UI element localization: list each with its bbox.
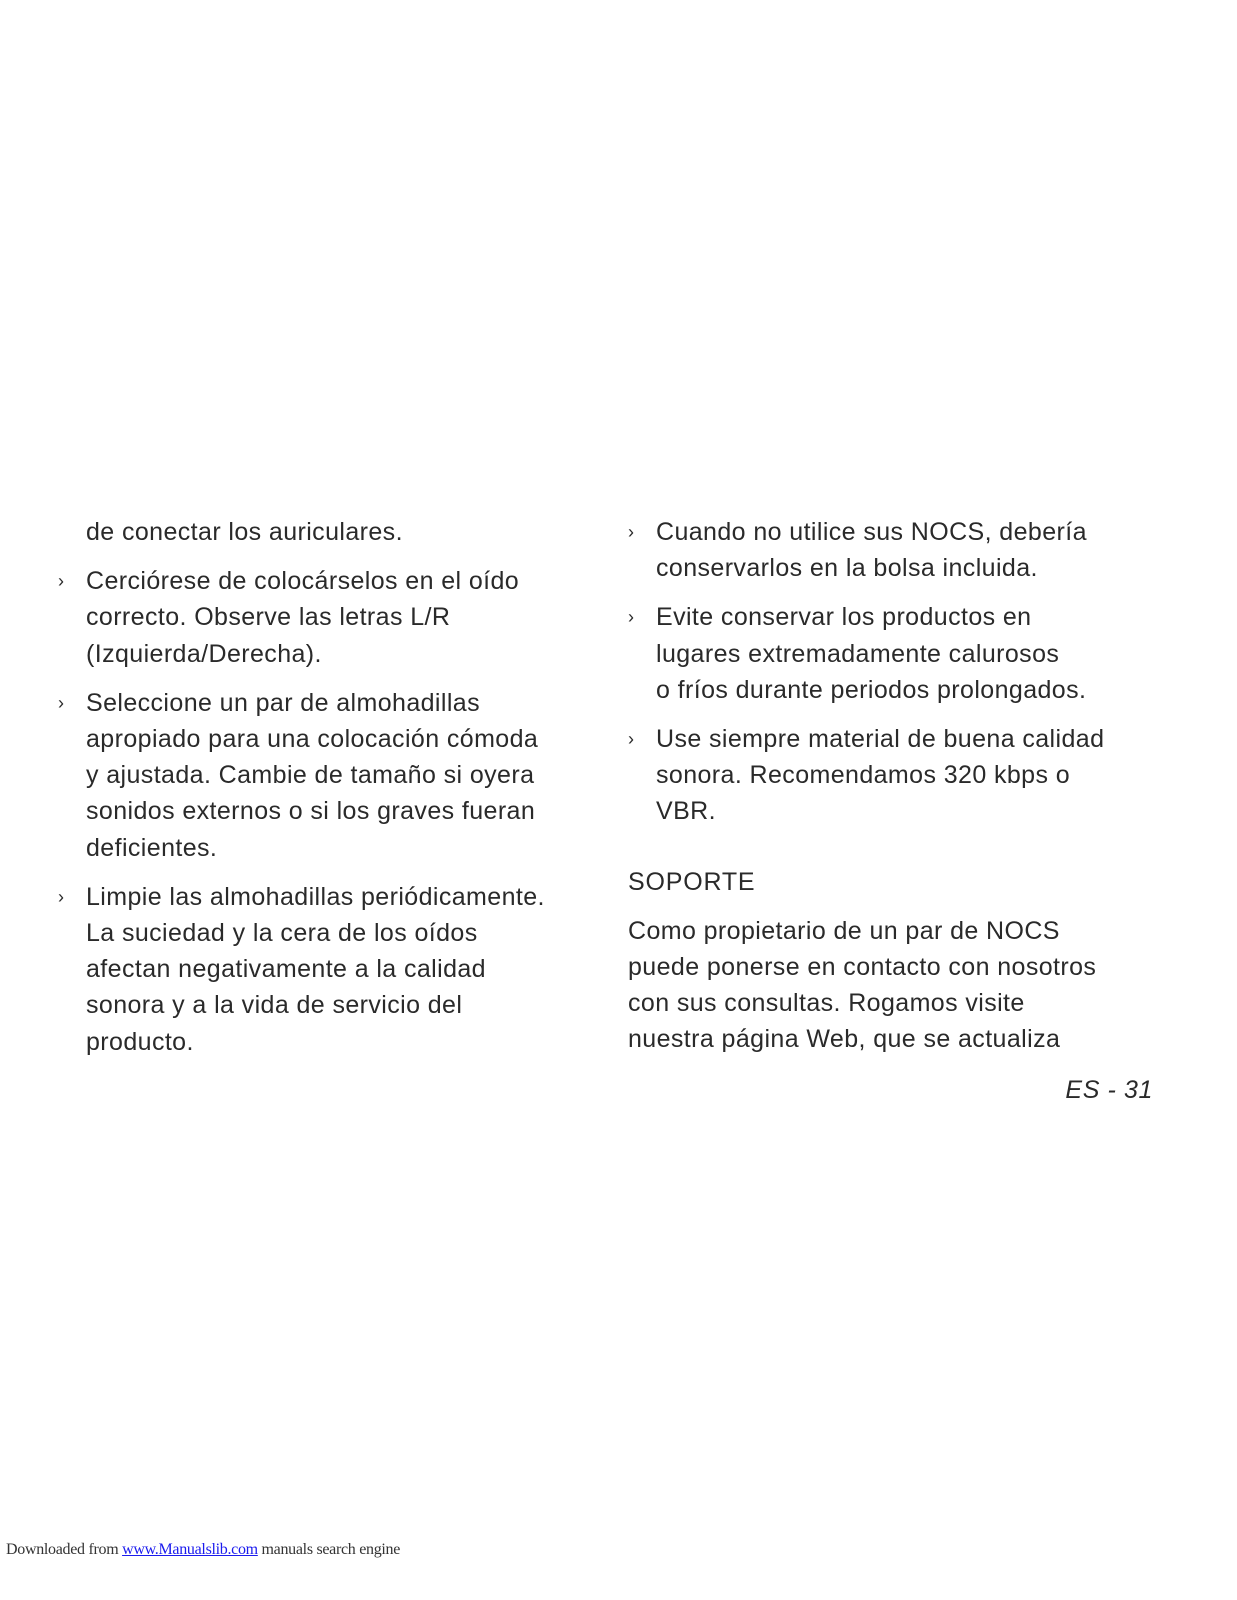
left-column (58, 514, 598, 1073)
list-item (58, 563, 598, 672)
continuation-text: de conectar los auriculares. (86, 518, 403, 546)
bullet-chevron-icon: › (628, 729, 635, 750)
list-item (628, 721, 1168, 830)
bullet-chevron-icon: › (628, 607, 635, 628)
left-bullet-list (58, 563, 598, 1060)
download-footer (6, 1541, 400, 1559)
bullet-chevron-icon: › (58, 886, 65, 907)
bullet-text: Evite conservar los productos en lugares extremadamente calurosos o fríos durante periodos prolongados. (656, 603, 1087, 704)
list-item (628, 599, 1168, 708)
right-bullet-list (628, 514, 1168, 830)
bullet-text: Seleccione un par de almohadillas apropiado para una colocación cómoda y ajustada. Cambie de tamaño si oyera sonidos externos o si los graves fueran deficientes. (86, 688, 539, 862)
bullet-chevron-icon: › (58, 692, 65, 713)
bullet-text: Cuando no utilice sus NOCS, debería conservarlos en la bolsa incluida. (656, 518, 1087, 583)
bullet-text: Cerciórese de colocárselos en el oído correcto. Observe las letras L/R (Izquierda/Derecha). (86, 567, 520, 668)
list-item (58, 685, 598, 866)
bullet-chevron-icon: › (628, 522, 635, 542)
footer-prefix: Downloaded from (6, 1541, 123, 1558)
list-item (628, 514, 1168, 586)
bullet-chevron-icon: › (58, 571, 65, 592)
bullet-text: Use siempre material de buena calidad sonora. Recomendamos 320 kbps o VBR. (656, 725, 1105, 826)
footer-suffix: manuals search engine (257, 1541, 401, 1558)
section-body: Como propietario de un par de NOCS puede ponerse en contacto con nosotros con sus consultas. Rogamos visite nuestra página Web, que se actualiza (628, 916, 1097, 1054)
section-heading-soporte: SOPORTE (628, 867, 756, 896)
right-column (628, 514, 1168, 1058)
list-item (58, 879, 598, 1060)
page-number: ES - 31 (1065, 1076, 1153, 1104)
bullet-text: Limpie las almohadillas periódicamente. La suciedad y la cera de los oídos afectan negativamente a la calidad sonora y a la vida de servicio del producto. (86, 882, 545, 1056)
manualslib-link[interactable]: www.Manualslib.com (122, 1541, 258, 1558)
